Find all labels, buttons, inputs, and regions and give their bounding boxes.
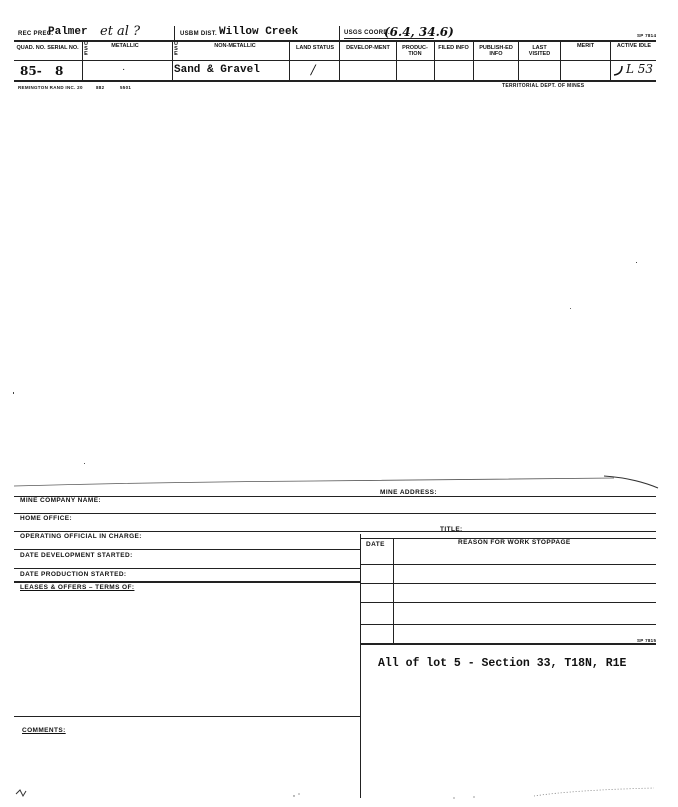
usbm-dist-label: USBM DIST. [180, 31, 218, 37]
divider [289, 40, 290, 80]
card-top-edge [14, 470, 659, 492]
operating-official-label: OPERATING OFFICIAL IN CHARGE: [20, 533, 142, 540]
header-use-nonmetallic: U S E [174, 41, 178, 57]
usbm-dist-value: Willow Creek [219, 26, 299, 38]
divider [14, 496, 656, 497]
divider [14, 80, 656, 82]
footer-num2: 5501 [120, 85, 132, 90]
mine-address-label: MINE ADDRESS: [380, 489, 437, 496]
divider [610, 40, 611, 80]
value-non-metallic: Sand & Gravel [174, 64, 260, 76]
home-office-label: HOME OFFICE: [20, 515, 73, 522]
value-serial-no: 8 [55, 64, 64, 78]
header-merit: MERIT [576, 43, 595, 49]
date-development-started-label: DATE DEVELOPMENT STARTED: [20, 552, 133, 559]
bracket-mark-icon [612, 63, 626, 77]
date-production-started-label: DATE PRODUCTION STARTED: [20, 571, 127, 578]
value-metallic: · [122, 64, 126, 75]
scan-speck [84, 463, 85, 464]
divider [473, 40, 474, 80]
rec-prec-label: REC PREC. [18, 31, 54, 37]
footer-left: REMINGTON RAND INC. 20 [18, 85, 83, 90]
header-serial-no: SERIAL NO. [47, 45, 79, 51]
divider [360, 583, 656, 584]
scan-speck [636, 262, 637, 263]
divider [360, 564, 656, 565]
scan-speck [13, 392, 14, 394]
value-active-idle: L 53 [626, 62, 654, 76]
divider [518, 40, 519, 80]
comments-label: COMMENTS: [22, 727, 66, 734]
value-quad-no: 85- [20, 64, 42, 78]
divider [360, 602, 656, 603]
divider [14, 716, 360, 717]
value-land-status: / [311, 63, 316, 78]
divider [14, 513, 656, 514]
divider [14, 531, 656, 532]
mine-company-name-label: MINE COMPANY NAME: [20, 497, 101, 504]
reason-column-header: REASON FOR WORK STOPPAGE [458, 539, 571, 546]
footer-right: TERRITORIAL DEPT. OF MINES [502, 83, 585, 89]
divider [14, 549, 360, 550]
divider [339, 40, 340, 80]
usgs-coord-value: (6.4, 34.6) [384, 25, 454, 39]
divider [360, 643, 656, 645]
scan-speck [570, 308, 571, 309]
typed-legal-description: All of lot 5 - Section 33, T18N, R1E [378, 657, 627, 670]
divider [344, 38, 434, 39]
header-land-status: LAND STATUS [296, 45, 334, 51]
header-last-visited: LAST VISITED [528, 45, 551, 57]
rec-prec-handwritten: et al ? [100, 24, 141, 39]
footer-num1: 882 [96, 85, 105, 90]
divider [393, 538, 394, 643]
rec-prec-value: Palmer [48, 26, 88, 38]
divider [560, 40, 561, 80]
header-quad-no: QUAD. NO. [16, 45, 46, 51]
header-published-info: PUBLISH-ED INFO [479, 45, 513, 57]
header-production: PRODUC-TION [402, 45, 428, 57]
divider [14, 581, 360, 583]
form-code-bottom: SP 7815 [637, 638, 657, 643]
divider [14, 568, 360, 569]
divider [339, 26, 340, 40]
header-filed-info: FILED INFO [438, 45, 469, 51]
usgs-coord-label: USGS COORD. [344, 30, 390, 36]
divider [396, 40, 397, 80]
header-active-idle: ACTIVE IDLE [616, 43, 652, 49]
header-non-metallic: NON-METALLIC [214, 43, 256, 49]
header-metallic: METALLIC [111, 43, 139, 49]
divider [360, 534, 361, 798]
title-label: TITLE: [440, 526, 463, 533]
divider [360, 624, 656, 625]
divider [434, 40, 435, 80]
scan-noise [14, 784, 664, 804]
header-use-metallic: U S E [84, 41, 88, 57]
leases-offers-label: LEASES & OFFERS – TERMS OF: [20, 584, 135, 591]
divider [174, 26, 175, 40]
form-code-top: SP 7814 [637, 33, 657, 38]
header-development: DEVELOP-MENT [346, 45, 390, 51]
date-column-header: DATE [366, 541, 385, 548]
